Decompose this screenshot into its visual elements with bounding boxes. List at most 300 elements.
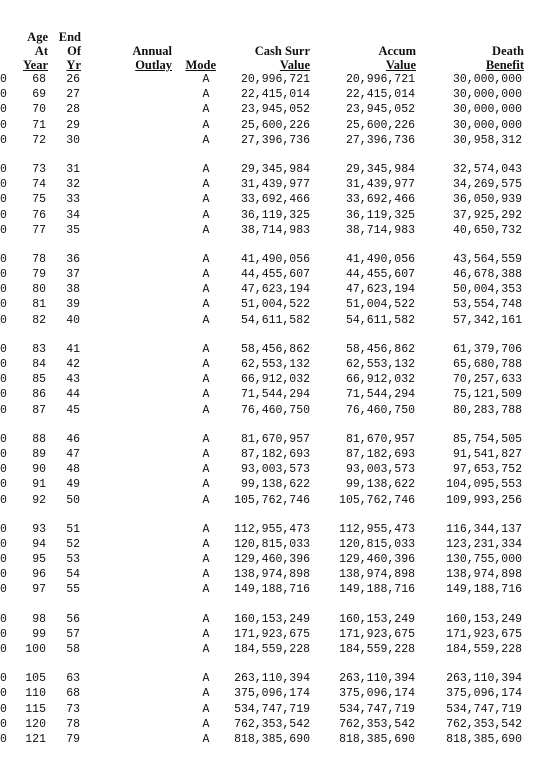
cell-end: 39 bbox=[66, 298, 80, 312]
header-mode-line-1: Mode bbox=[185, 58, 216, 72]
cell-cash: 138,974,898 bbox=[234, 568, 310, 582]
cell-accum: 41,490,056 bbox=[345, 252, 415, 266]
cell-death: 171,923,675 bbox=[446, 627, 522, 641]
cell-age: 76 bbox=[32, 208, 46, 222]
header-cash-surr-value bbox=[220, 44, 310, 72]
header-cash-line-1: Cash Surr bbox=[254, 44, 310, 58]
cell-death: 91,541,827 bbox=[452, 447, 522, 461]
cell-mode: A bbox=[202, 672, 210, 686]
cell-cash: 54,611,582 bbox=[240, 313, 310, 327]
table-row bbox=[0, 732, 546, 747]
cell-age: 121 bbox=[25, 732, 46, 746]
cell-death: 534,747,719 bbox=[446, 702, 522, 716]
cell-age: 69 bbox=[32, 88, 46, 102]
cell-age: 79 bbox=[32, 268, 46, 282]
cell-age: 120 bbox=[25, 717, 46, 731]
cell-death: 30,000,000 bbox=[452, 103, 522, 117]
cell-end: 51 bbox=[66, 522, 80, 536]
cell-death: 375,096,174 bbox=[446, 687, 522, 701]
cell-outlay: 0 bbox=[0, 388, 7, 402]
cell-cash: 534,747,719 bbox=[234, 702, 310, 716]
cell-end: 54 bbox=[66, 568, 80, 582]
cell-death: 75,121,509 bbox=[452, 388, 522, 402]
cell-accum: 81,670,957 bbox=[345, 432, 415, 446]
cell-accum: 71,544,294 bbox=[345, 388, 415, 402]
cell-outlay: 0 bbox=[0, 88, 7, 102]
cell-end: 52 bbox=[66, 537, 80, 551]
cell-age: 82 bbox=[32, 313, 46, 327]
cell-age: 88 bbox=[32, 432, 46, 446]
cell-end: 43 bbox=[66, 373, 80, 387]
cell-outlay: 0 bbox=[0, 568, 7, 582]
table-body bbox=[0, 72, 546, 761]
cell-outlay: 0 bbox=[0, 208, 7, 222]
cell-accum: 375,096,174 bbox=[339, 687, 415, 701]
cell-age: 95 bbox=[32, 553, 46, 567]
cell-cash: 184,559,228 bbox=[234, 643, 310, 656]
cell-cash: 66,912,032 bbox=[240, 373, 310, 387]
row-group bbox=[0, 342, 546, 418]
cell-mode: A bbox=[202, 537, 210, 551]
cell-cash: 818,385,690 bbox=[234, 732, 310, 746]
cell-accum: 138,974,898 bbox=[339, 568, 415, 582]
cell-death: 34,269,575 bbox=[452, 178, 522, 192]
header-accum-value bbox=[330, 44, 416, 72]
cell-accum: 62,553,132 bbox=[345, 358, 415, 371]
cell-death: 97,653,752 bbox=[452, 463, 522, 477]
cell-outlay: 0 bbox=[0, 672, 7, 686]
cell-cash: 33,692,466 bbox=[240, 193, 310, 207]
cell-cash: 87,182,693 bbox=[240, 447, 310, 461]
cell-cash: 29,345,984 bbox=[240, 162, 310, 176]
table-row bbox=[0, 72, 546, 87]
cell-accum: 54,611,582 bbox=[345, 313, 415, 327]
cell-age: 110 bbox=[25, 687, 46, 701]
cell-death: 36,050,939 bbox=[452, 193, 522, 207]
cell-death: 80,283,788 bbox=[452, 403, 522, 417]
table-row bbox=[0, 671, 546, 686]
cell-death: 116,344,137 bbox=[446, 522, 522, 536]
table-row bbox=[0, 493, 546, 508]
cell-mode: A bbox=[202, 283, 210, 297]
cell-cash: 25,600,226 bbox=[240, 118, 310, 132]
cell-death: 53,554,748 bbox=[452, 298, 522, 312]
cell-mode: A bbox=[202, 717, 210, 731]
table-row bbox=[0, 223, 546, 238]
cell-accum: 29,345,984 bbox=[345, 162, 415, 176]
cell-age: 83 bbox=[32, 342, 46, 356]
cell-accum: 33,692,466 bbox=[345, 193, 415, 207]
cell-outlay: 0 bbox=[0, 162, 7, 176]
cell-age: 71 bbox=[32, 118, 46, 132]
cell-outlay: 0 bbox=[0, 73, 7, 86]
cell-mode: A bbox=[202, 118, 210, 132]
cell-end: 46 bbox=[66, 432, 80, 446]
cell-mode: A bbox=[202, 702, 210, 716]
cell-end: 29 bbox=[66, 118, 80, 132]
header-end-of-yr bbox=[50, 30, 81, 72]
cell-outlay: 0 bbox=[0, 583, 7, 597]
cell-age: 81 bbox=[32, 298, 46, 312]
header-accum-line-1: Accum bbox=[378, 44, 416, 58]
cell-accum: 51,004,522 bbox=[345, 298, 415, 312]
cell-mode: A bbox=[202, 612, 210, 626]
cell-mode: A bbox=[202, 223, 210, 237]
table-row bbox=[0, 252, 546, 267]
cell-end: 68 bbox=[66, 687, 80, 701]
cell-outlay: 0 bbox=[0, 732, 7, 746]
cell-age: 105 bbox=[25, 672, 46, 686]
cell-accum: 25,600,226 bbox=[345, 118, 415, 132]
table-row bbox=[0, 133, 546, 148]
cell-death: 123,231,334 bbox=[446, 537, 522, 551]
cell-accum: 23,945,052 bbox=[345, 103, 415, 117]
table-row bbox=[0, 177, 546, 192]
cell-death: 160,153,249 bbox=[446, 612, 522, 626]
cell-mode: A bbox=[202, 193, 210, 207]
header-end-line-1: End bbox=[58, 30, 81, 44]
table-row bbox=[0, 192, 546, 207]
cell-cash: 23,945,052 bbox=[240, 103, 310, 117]
cell-outlay: 0 bbox=[0, 193, 7, 207]
cell-outlay: 0 bbox=[0, 133, 7, 147]
row-group bbox=[0, 432, 546, 508]
table-row bbox=[0, 522, 546, 537]
cell-age: 74 bbox=[32, 178, 46, 192]
cell-cash: 93,003,573 bbox=[240, 463, 310, 477]
cell-accum: 20,996,721 bbox=[345, 73, 415, 86]
cell-accum: 534,747,719 bbox=[339, 702, 415, 716]
cell-mode: A bbox=[202, 388, 210, 402]
cell-age: 77 bbox=[32, 223, 46, 237]
cell-cash: 762,353,542 bbox=[234, 717, 310, 731]
cell-age: 92 bbox=[32, 493, 46, 507]
cell-end: 36 bbox=[66, 252, 80, 266]
cell-death: 85,754,505 bbox=[452, 432, 522, 446]
cell-age: 86 bbox=[32, 388, 46, 402]
cell-cash: 76,460,750 bbox=[240, 403, 310, 417]
cell-death: 109,993,256 bbox=[446, 493, 522, 507]
cell-age: 99 bbox=[32, 627, 46, 641]
row-group bbox=[0, 72, 546, 148]
header-death-benefit bbox=[436, 44, 524, 72]
cell-age: 89 bbox=[32, 447, 46, 461]
cell-accum: 31,439,977 bbox=[345, 178, 415, 192]
cell-end: 73 bbox=[66, 702, 80, 716]
cell-mode: A bbox=[202, 103, 210, 117]
cell-cash: 120,815,033 bbox=[234, 537, 310, 551]
cell-age: 97 bbox=[32, 583, 46, 597]
cell-mode: A bbox=[202, 178, 210, 192]
row-group bbox=[0, 252, 546, 328]
cell-death: 65,680,788 bbox=[452, 358, 522, 371]
cell-cash: 129,460,396 bbox=[234, 553, 310, 567]
cell-cash: 81,670,957 bbox=[240, 432, 310, 446]
cell-accum: 22,415,014 bbox=[345, 88, 415, 102]
table-header bbox=[0, 20, 546, 72]
cell-mode: A bbox=[202, 478, 210, 492]
cell-outlay: 0 bbox=[0, 358, 7, 371]
cell-cash: 71,544,294 bbox=[240, 388, 310, 402]
cell-age: 100 bbox=[25, 643, 46, 656]
header-death-line-2: Benefit bbox=[485, 58, 524, 72]
cell-mode: A bbox=[202, 447, 210, 461]
cell-age: 91 bbox=[32, 478, 46, 492]
cell-accum: 99,138,622 bbox=[345, 478, 415, 492]
cell-mode: A bbox=[202, 522, 210, 536]
cell-end: 57 bbox=[66, 627, 80, 641]
cell-accum: 160,153,249 bbox=[339, 612, 415, 626]
table-row bbox=[0, 87, 546, 102]
cell-accum: 149,188,716 bbox=[339, 583, 415, 597]
cell-mode: A bbox=[202, 403, 210, 417]
cell-outlay: 0 bbox=[0, 118, 7, 132]
cell-accum: 27,396,736 bbox=[345, 133, 415, 147]
cell-cash: 47,623,194 bbox=[240, 283, 310, 297]
cell-end: 30 bbox=[66, 133, 80, 147]
cell-cash: 27,396,736 bbox=[240, 133, 310, 147]
table-row bbox=[0, 447, 546, 462]
cell-age: 80 bbox=[32, 283, 46, 297]
header-cash-line-2: Value bbox=[279, 58, 310, 72]
table-row bbox=[0, 118, 546, 133]
cell-accum: 66,912,032 bbox=[345, 373, 415, 387]
table-row bbox=[0, 297, 546, 312]
cell-accum: 171,923,675 bbox=[339, 627, 415, 641]
cell-outlay: 0 bbox=[0, 283, 7, 297]
cell-end: 42 bbox=[66, 358, 80, 371]
cell-accum: 38,714,983 bbox=[345, 223, 415, 237]
table-row bbox=[0, 313, 546, 328]
cell-cash: 62,553,132 bbox=[240, 358, 310, 371]
cell-end: 50 bbox=[66, 493, 80, 507]
cell-outlay: 0 bbox=[0, 178, 7, 192]
cell-cash: 171,923,675 bbox=[234, 627, 310, 641]
cell-age: 96 bbox=[32, 568, 46, 582]
row-group bbox=[0, 162, 546, 238]
cell-mode: A bbox=[202, 268, 210, 282]
table-row bbox=[0, 342, 546, 357]
cell-age: 84 bbox=[32, 358, 46, 371]
cell-end: 44 bbox=[66, 388, 80, 402]
table-row bbox=[0, 462, 546, 477]
cell-age: 115 bbox=[25, 702, 46, 716]
cell-end: 48 bbox=[66, 463, 80, 477]
table-row bbox=[0, 372, 546, 387]
row-group bbox=[0, 671, 546, 747]
cell-outlay: 0 bbox=[0, 643, 7, 656]
cell-end: 31 bbox=[66, 162, 80, 176]
table-row bbox=[0, 267, 546, 282]
cell-death: 104,095,553 bbox=[446, 478, 522, 492]
cell-age: 98 bbox=[32, 612, 46, 626]
cell-cash: 31,439,977 bbox=[240, 178, 310, 192]
cell-end: 41 bbox=[66, 342, 80, 356]
cell-mode: A bbox=[202, 298, 210, 312]
cell-outlay: 0 bbox=[0, 432, 7, 446]
cell-death: 30,000,000 bbox=[452, 118, 522, 132]
cell-mode: A bbox=[202, 568, 210, 582]
cell-mode: A bbox=[202, 687, 210, 701]
cell-accum: 93,003,573 bbox=[345, 463, 415, 477]
cell-cash: 20,996,721 bbox=[240, 73, 310, 86]
cell-mode: A bbox=[202, 133, 210, 147]
cell-mode: A bbox=[202, 583, 210, 597]
table-row bbox=[0, 717, 546, 732]
table-row bbox=[0, 282, 546, 297]
cell-mode: A bbox=[202, 373, 210, 387]
cell-accum: 44,455,607 bbox=[345, 268, 415, 282]
cell-cash: 41,490,056 bbox=[240, 252, 310, 266]
table-row bbox=[0, 567, 546, 582]
cell-outlay: 0 bbox=[0, 537, 7, 551]
header-end-line-3: Yr bbox=[66, 58, 81, 72]
header-age-line-3: Year bbox=[23, 58, 48, 72]
table-row bbox=[0, 432, 546, 447]
cell-cash: 22,415,014 bbox=[240, 88, 310, 102]
cell-accum: 762,353,542 bbox=[339, 717, 415, 731]
cell-end: 37 bbox=[66, 268, 80, 282]
table-row bbox=[0, 357, 546, 372]
cell-mode: A bbox=[202, 342, 210, 356]
cell-end: 55 bbox=[66, 583, 80, 597]
cell-mode: A bbox=[202, 313, 210, 327]
cell-outlay: 0 bbox=[0, 687, 7, 701]
table-row bbox=[0, 612, 546, 627]
cell-mode: A bbox=[202, 493, 210, 507]
cell-end: 56 bbox=[66, 612, 80, 626]
table-row bbox=[0, 208, 546, 223]
header-outlay-line-1: Annual bbox=[132, 44, 172, 58]
cell-outlay: 0 bbox=[0, 403, 7, 417]
cell-end: 45 bbox=[66, 403, 80, 417]
cell-age: 85 bbox=[32, 373, 46, 387]
cell-death: 149,188,716 bbox=[446, 583, 522, 597]
cell-age: 87 bbox=[32, 403, 46, 417]
cell-death: 130,755,000 bbox=[446, 553, 522, 567]
cell-end: 38 bbox=[66, 283, 80, 297]
cell-accum: 87,182,693 bbox=[345, 447, 415, 461]
cell-cash: 263,110,394 bbox=[234, 672, 310, 686]
cell-accum: 36,119,325 bbox=[345, 208, 415, 222]
cell-end: 58 bbox=[66, 643, 80, 656]
table-row bbox=[0, 387, 546, 402]
cell-end: 34 bbox=[66, 208, 80, 222]
cell-cash: 149,188,716 bbox=[234, 583, 310, 597]
table-row bbox=[0, 552, 546, 567]
cell-age: 73 bbox=[32, 162, 46, 176]
table-row bbox=[0, 582, 546, 597]
cell-end: 35 bbox=[66, 223, 80, 237]
cell-age: 68 bbox=[32, 73, 46, 86]
cell-cash: 112,955,473 bbox=[234, 522, 310, 536]
cell-end: 47 bbox=[66, 447, 80, 461]
table-row bbox=[0, 642, 546, 657]
cell-age: 78 bbox=[32, 252, 46, 266]
cell-mode: A bbox=[202, 432, 210, 446]
cell-accum: 818,385,690 bbox=[339, 732, 415, 746]
cell-mode: A bbox=[202, 208, 210, 222]
header-accum-line-2: Value bbox=[385, 58, 416, 72]
cell-accum: 112,955,473 bbox=[339, 522, 415, 536]
cell-mode: A bbox=[202, 73, 210, 86]
cell-outlay: 0 bbox=[0, 702, 7, 716]
cell-accum: 105,762,746 bbox=[339, 493, 415, 507]
cell-accum: 184,559,228 bbox=[339, 643, 415, 656]
header-annual-outlay bbox=[100, 44, 172, 72]
cell-end: 33 bbox=[66, 193, 80, 207]
cell-mode: A bbox=[202, 88, 210, 102]
cell-end: 40 bbox=[66, 313, 80, 327]
cell-cash: 51,004,522 bbox=[240, 298, 310, 312]
cell-cash: 99,138,622 bbox=[240, 478, 310, 492]
cell-outlay: 0 bbox=[0, 522, 7, 536]
cell-age: 70 bbox=[32, 103, 46, 117]
cell-end: 63 bbox=[66, 672, 80, 686]
cell-outlay: 0 bbox=[0, 373, 7, 387]
table-row bbox=[0, 686, 546, 701]
header-age-line-1: Age bbox=[27, 30, 48, 44]
cell-outlay: 0 bbox=[0, 298, 7, 312]
cell-death: 57,342,161 bbox=[452, 313, 522, 327]
cell-death: 30,000,000 bbox=[452, 88, 522, 102]
cell-accum: 263,110,394 bbox=[339, 672, 415, 686]
table-row bbox=[0, 537, 546, 552]
row-group bbox=[0, 612, 546, 658]
cell-death: 762,353,542 bbox=[446, 717, 522, 731]
cell-age: 75 bbox=[32, 193, 46, 207]
cell-outlay: 0 bbox=[0, 252, 7, 266]
cell-outlay: 0 bbox=[0, 342, 7, 356]
cell-death: 46,678,388 bbox=[452, 268, 522, 282]
table-row bbox=[0, 702, 546, 717]
cell-end: 32 bbox=[66, 178, 80, 192]
cell-accum: 129,460,396 bbox=[339, 553, 415, 567]
cell-outlay: 0 bbox=[0, 553, 7, 567]
cell-cash: 160,153,249 bbox=[234, 612, 310, 626]
cell-death: 70,257,633 bbox=[452, 373, 522, 387]
cell-death: 40,650,732 bbox=[452, 223, 522, 237]
cell-accum: 58,456,862 bbox=[345, 342, 415, 356]
header-age-line-2: At bbox=[34, 44, 48, 58]
cell-death: 61,379,706 bbox=[452, 342, 522, 356]
cell-death: 30,958,312 bbox=[452, 133, 522, 147]
table-row bbox=[0, 477, 546, 492]
cell-death: 37,925,292 bbox=[452, 208, 522, 222]
cell-mode: A bbox=[202, 162, 210, 176]
header-mode bbox=[174, 58, 216, 72]
cell-outlay: 0 bbox=[0, 717, 7, 731]
cell-death: 32,574,043 bbox=[452, 162, 522, 176]
cell-outlay: 0 bbox=[0, 223, 7, 237]
cell-outlay: 0 bbox=[0, 313, 7, 327]
cell-age: 94 bbox=[32, 537, 46, 551]
cell-cash: 58,456,862 bbox=[240, 342, 310, 356]
cell-death: 263,110,394 bbox=[446, 672, 522, 686]
cell-cash: 105,762,746 bbox=[234, 493, 310, 507]
cell-outlay: 0 bbox=[0, 103, 7, 117]
table-row bbox=[0, 403, 546, 418]
cell-cash: 44,455,607 bbox=[240, 268, 310, 282]
cell-death: 30,000,000 bbox=[452, 73, 522, 86]
header-death-line-1: Death bbox=[492, 44, 524, 58]
cell-end: 78 bbox=[66, 717, 80, 731]
header-end-line-2: Of bbox=[67, 44, 81, 58]
cell-cash: 375,096,174 bbox=[234, 687, 310, 701]
cell-mode: A bbox=[202, 627, 210, 641]
cell-outlay: 0 bbox=[0, 478, 7, 492]
cell-end: 79 bbox=[66, 732, 80, 746]
